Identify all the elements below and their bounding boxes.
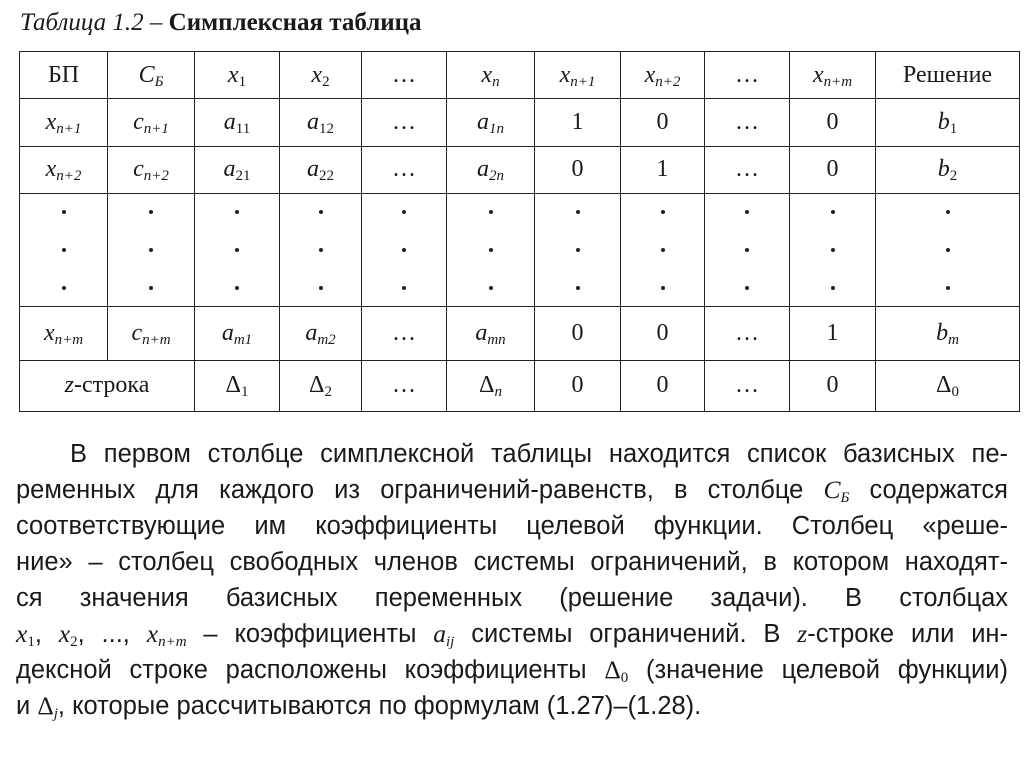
- cell-a: $a_{21}$: [195, 146, 280, 193]
- cell-a: $a_{2n}$: [447, 146, 535, 193]
- paragraph-line: ременных для каждого из ограничений-равенств, в столбце $C_Б$ содержатся: [16, 475, 1008, 506]
- cell-bp: $x_{n+1}$: [20, 99, 108, 146]
- cell-a: $a_{12}$: [280, 99, 362, 146]
- cell-value: 1: [790, 307, 876, 360]
- header-xn2: $x_{n+2}$: [621, 52, 705, 99]
- header-ellipsis-2: …: [705, 52, 790, 99]
- cell-bp: $x_{n+m}$: [20, 307, 108, 360]
- cell-a: $a_{m2}$: [280, 307, 362, 360]
- header-xnm: $x_{n+m}$: [790, 52, 876, 99]
- cell-value: 0: [790, 99, 876, 146]
- paragraph-line: дексной строке расположены коэффициенты $\Delta_0$ (значение целевой функции): [16, 655, 1008, 686]
- cell-solution: $b_1$: [876, 99, 1020, 146]
- cell-delta: $\Delta_1$: [195, 360, 280, 411]
- table-z-row: [20, 360, 1020, 411]
- cell-vdots: [621, 193, 705, 307]
- cell-vdots: [280, 193, 362, 307]
- cell-ellipsis: …: [705, 360, 790, 411]
- cell-value: 0: [535, 307, 621, 360]
- cell-cb: $c_{n+2}$: [108, 146, 195, 193]
- table-caption: [20, 8, 422, 38]
- cell-a: $a_{1n}$: [447, 99, 535, 146]
- cell-value: 0: [621, 99, 705, 146]
- cell-z-label: z-строка: [20, 360, 195, 411]
- cell-vdots: [535, 193, 621, 307]
- table-header-row: [20, 52, 1020, 99]
- cell-vdots: [108, 193, 195, 307]
- cell-vdots: [447, 193, 535, 307]
- paragraph-line: $x_1$, $x_2$, ..., $x_{n+m}$ – коэффициенты $a_{ij}$ системы ограничений. В z-строке или ин-: [16, 619, 1009, 650]
- cell-delta: $\Delta_2$: [280, 360, 362, 411]
- cell-vdots: [195, 193, 280, 307]
- table-row: [20, 99, 1020, 146]
- cell-vdots: [790, 193, 876, 307]
- cell-value: 0: [535, 360, 621, 411]
- header-xn: $x_n$: [447, 52, 535, 99]
- table-row: [20, 146, 1020, 193]
- header-ellipsis-1: …: [362, 52, 447, 99]
- header-x2: $x_2$: [280, 52, 362, 99]
- cell-cb: $c_{n+1}$: [108, 99, 195, 146]
- cell-value: 0: [535, 146, 621, 193]
- cell-value: 0: [621, 307, 705, 360]
- cell-ellipsis: …: [705, 307, 790, 360]
- cell-vdots: [876, 193, 1020, 307]
- header-cb: $C_Б$: [108, 52, 195, 99]
- cell-value: 0: [790, 146, 876, 193]
- cell-solution: $b_2$: [876, 146, 1020, 193]
- paragraph-line: ся значения базисных переменных (решение задачи). В столбцах: [16, 584, 1008, 612]
- cell-delta: $\Delta_n$: [447, 360, 535, 411]
- table-row-vertical-dots: [20, 193, 1020, 307]
- header-x1: $x_1$: [195, 52, 280, 99]
- paragraph-line: ние» – столбец свободных членов системы ограничений, в котором находят-: [16, 548, 1008, 576]
- cell-bp: $x_{n+2}$: [20, 146, 108, 193]
- cell-vdots: [362, 193, 447, 307]
- simplex-table: [19, 51, 1020, 412]
- cell-a: $a_{22}$: [280, 146, 362, 193]
- cell-vdots: [20, 193, 108, 307]
- cell-value: 1: [535, 99, 621, 146]
- cell-ellipsis: …: [362, 99, 447, 146]
- cell-delta: $\Delta_0$: [876, 360, 1020, 411]
- cell-solution: $b_m$: [876, 307, 1020, 360]
- cell-value: 0: [790, 360, 876, 411]
- paragraph-line: В первом столбце симплексной таблицы находится список базисных пе-: [70, 440, 1008, 468]
- caption-number: Таблица 1.2: [20, 9, 144, 36]
- table-row: [20, 307, 1020, 360]
- paragraph-line: соответствующие им коэффициенты целевой функции. Столбец «реше-: [16, 512, 1008, 540]
- cell-value: 0: [621, 360, 705, 411]
- cell-ellipsis: …: [705, 146, 790, 193]
- header-xn1: $x_{n+1}$: [535, 52, 621, 99]
- cell-value: 1: [621, 146, 705, 193]
- cell-cb: $c_{n+m}$: [108, 307, 195, 360]
- header-solution: Решение: [876, 52, 1020, 99]
- cell-ellipsis: …: [362, 307, 447, 360]
- caption-dash: –: [143, 9, 169, 36]
- cell-ellipsis: …: [705, 99, 790, 146]
- header-bp: БП: [20, 52, 108, 99]
- caption-title: Симплексная таблица: [168, 9, 422, 36]
- cell-vdots: [705, 193, 790, 307]
- cell-ellipsis: …: [362, 146, 447, 193]
- cell-a: $a_{m1}$: [195, 307, 280, 360]
- cell-a: $a_{11}$: [195, 99, 280, 146]
- description-paragraph: [16, 436, 1008, 724]
- cell-ellipsis: …: [362, 360, 447, 411]
- paragraph-line: и $\Delta_j$, которые рассчитываются по формулам (1.27)–(1.28).: [16, 691, 702, 722]
- cell-a: $a_{mn}$: [447, 307, 535, 360]
